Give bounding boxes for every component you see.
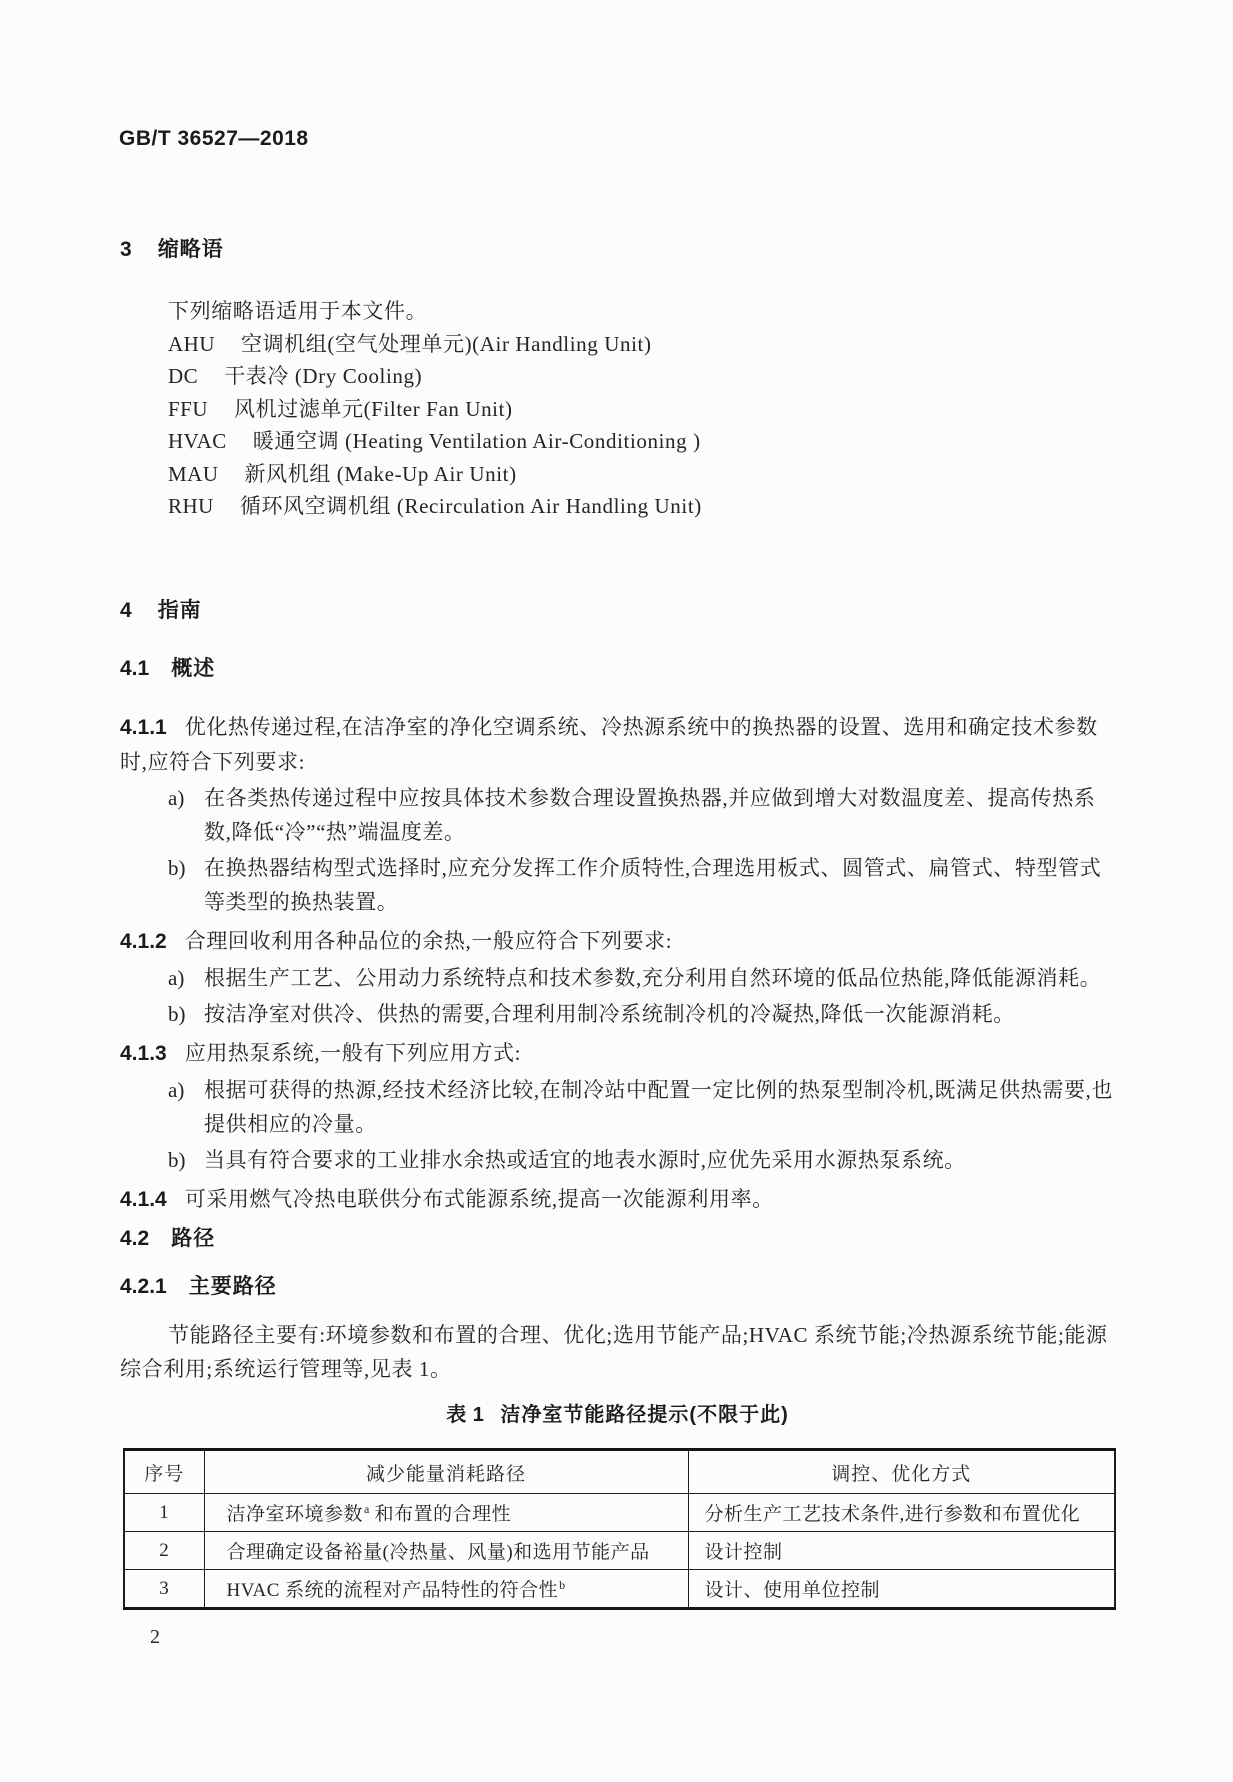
row-3-path [204,1570,688,1609]
clause-4-1-1 [120,710,1115,779]
section-4-1-heading [120,652,215,682]
abbr-definition: 暖通空调 (Heating Ventilation Air-Conditioning ) [252,429,701,453]
section-4-1-title: 概述 [171,657,216,680]
col-header-method: 调控、优化方式 [688,1450,1115,1494]
abbr-definition: 空调机组(空气处理单元)(Air Handling Unit) [241,331,652,356]
abbr-row-rhu [120,490,1115,523]
clause-4-1-2-item-a [120,961,1115,995]
clause-4-1-1-item-a [120,781,1115,849]
section-4-1-number: 4.1 [120,657,150,680]
section-4-2-1-title: 主要路径 [188,1275,277,1298]
abbr-definition: 干表冷 (Dry Cooling) [224,364,423,388]
section-4-number: 4 [120,599,132,622]
section-3-heading [120,233,224,263]
doc-number-header: GB/T 36527—2018 [119,127,309,150]
clause-4-1-4 [120,1182,1115,1217]
item-label: a) [168,1078,185,1102]
table-1-caption-label: 表 1 [446,1404,485,1426]
clause-4-1-1-text: 优化热传递过程,在洁净室的净化空调系统、冷热源系统中的换热器的设置、选用和确定技术参数时,应符合下列要求: [120,715,1098,774]
clause-4-1-1-item-b [120,851,1115,919]
table-row [124,1494,1115,1532]
abbr-row-hvac [120,425,1115,458]
footnote-marker-a: a [364,1501,370,1516]
table-row [124,1570,1115,1609]
clause-4-1-4-text: 可采用燃气冷热电联供分布式能源系统,提高一次能源利用率。 [184,1187,774,1211]
item-text: 按洁净室对供冷、供热的需要,合理利用制冷系统制冷机的冷凝热,降低一次能源消耗。 [204,1002,1015,1026]
row-1-method: 分析生产工艺技术条件,进行参数和布置优化 [688,1494,1115,1532]
row-2-path [204,1532,688,1570]
table-1-caption-title: 洁净室节能路径提示(不限于此) [500,1404,789,1426]
abbr-key: FFU [168,396,209,421]
path-text-rest: 和布置的合理性 [369,1504,512,1525]
clause-4-1-3-item-b [120,1143,1115,1177]
section-4-2-number: 4.2 [120,1227,150,1250]
item-label: b) [168,856,186,880]
row-1-no: 1 [124,1494,204,1532]
table-1-header [124,1450,1115,1494]
footnote-marker-b: b [559,1577,566,1592]
path-text: 合理确定设备裕量(冷热量、风量)和选用节能产品 [226,1542,650,1563]
item-text: 根据生产工艺、公用动力系统特点和技术参数,充分利用自然环境的低品位热能,降低能源消耗。 [204,966,1102,990]
abbr-key: MAU [168,461,219,486]
abbr-row-ahu [120,328,1115,361]
section-4-2-1-number: 4.2.1 [120,1275,167,1298]
clause-4-1-3-item-a [120,1073,1115,1141]
col-header-path: 减少能量消耗路径 [204,1450,688,1494]
row-2-method: 设计控制 [688,1532,1115,1570]
row-1-path [204,1494,688,1532]
clause-4-1-3-text: 应用热泵系统,一般有下列应用方式: [184,1041,522,1065]
abbr-key: DC [168,364,199,388]
item-label: a) [168,966,185,990]
abbr-definition: 风机过滤单元(Filter Fan Unit) [234,396,513,421]
clause-4-1-2-number: 4.1.2 [120,930,167,953]
section-4-2-1-heading [120,1270,277,1300]
item-label: b) [168,1002,186,1026]
item-text: 在各类热传递过程中应按具体技术参数合理设置换热器,并应做到增大对数温度差、提高传热系数,降低“冷”“热”端温度差。 [204,786,1096,844]
section-3-title: 缩略语 [157,238,224,261]
table-1-body [124,1494,1115,1609]
row-3-no: 3 [124,1570,204,1609]
clause-4-1-1-number: 4.1.1 [120,716,167,739]
item-label: b) [168,1148,186,1172]
abbr-definition: 新风机组 (Make-Up Air Unit) [244,461,517,486]
abbr-key: HVAC [168,429,227,453]
clause-4-1-4-number: 4.1.4 [120,1188,167,1211]
row-3-method: 设计、使用单位控制 [688,1570,1115,1609]
path-text: 洁净室环境参数 [226,1504,364,1525]
section-4-heading [120,594,202,624]
paragraph-4-2-1: 节能路径主要有:环境参数和布置的合理、优化;选用节能产品;HVAC 系统节能;冷热源系统节能;能源综合利用;系统运行管理等,见表 1。 [120,1323,1108,1381]
section-4-2-heading [120,1222,215,1252]
page-number: 2 [150,1626,160,1648]
section-3-number: 3 [120,238,132,261]
item-label: a) [168,786,185,810]
col-header-no: 序号 [124,1450,204,1494]
paragraph-4-2-1-wrap [120,1318,1115,1386]
clause-4-1-3 [120,1036,1115,1071]
abbr-row-ffu [120,393,1115,426]
table-1 [123,1448,1116,1610]
clause-4-1-2 [120,924,1115,959]
table-row [124,1532,1115,1570]
item-text: 根据可获得的热源,经技术经济比较,在制冷站中配置一定比例的热泵型制冷机,既满足供热需要,也提供相应的冷量。 [204,1078,1113,1136]
abbr-key: AHU [168,331,215,356]
abbr-key: RHU [168,494,214,518]
item-text: 在换热器结构型式选择时,应充分发挥工作介质特性,合理选用板式、圆管式、扁管式、特型管式等类型的换热装置。 [204,856,1102,914]
clause-4-1-3-number: 4.1.3 [120,1042,167,1065]
table-1-caption [120,1398,1115,1427]
path-text: HVAC 系统的流程对产品特性的符合性 [226,1580,559,1601]
abbr-row-mau [120,458,1115,491]
section-4-2-title: 路径 [171,1227,216,1250]
abbr-definition: 循环风空调机组 (Recirculation Air Handling Unit) [239,494,702,518]
section-4-title: 指南 [157,599,202,622]
row-2-no: 2 [124,1532,204,1570]
table-header-row [124,1450,1115,1494]
abbr-row-dc [120,360,1115,393]
abbreviation-list [120,295,1115,523]
clause-4-1-2-item-b [120,997,1115,1031]
clause-4-1-2-text: 合理回收利用各种品位的余热,一般应符合下列要求: [184,929,673,953]
clause-block-4-1 [120,710,1115,1217]
item-text: 当具有符合要求的工业排水余热或适宜的地表水源时,应优先采用水源热泵系统。 [204,1148,966,1172]
abbreviation-intro: 下列缩略语适用于本文件。 [168,299,428,323]
